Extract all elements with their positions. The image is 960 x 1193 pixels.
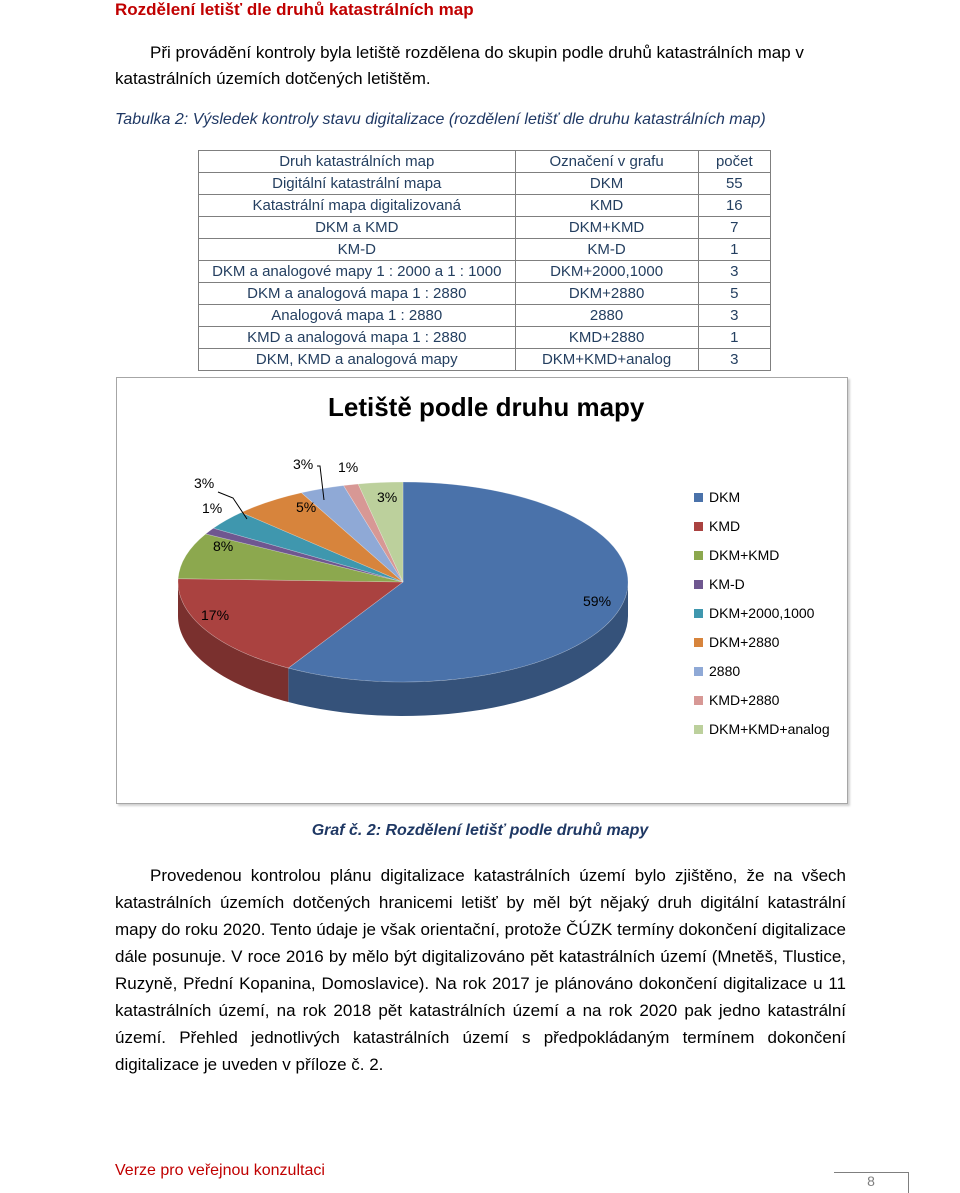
figure-caption: Graf č. 2: Rozdělení letišť podle druhů mapy: [311, 822, 649, 839]
table-cell: 1: [698, 239, 770, 261]
table-cell: DKM, KMD a analogová mapy: [199, 349, 516, 371]
table-cell: 3: [698, 349, 770, 371]
legend-label: KMD: [709, 518, 741, 534]
table-cell: DKM+KMD+analog: [515, 349, 698, 371]
table-cell: 7: [698, 217, 770, 239]
legend-label: DKM+KMD: [709, 547, 780, 563]
legend-swatch: [694, 638, 703, 647]
legend-item: [694, 603, 814, 623]
legend-item: [694, 632, 779, 652]
data-label-dkm-2880: 5%: [296, 499, 317, 515]
table-cell: DKM a analogová mapa 1 : 2880: [199, 283, 516, 305]
table-cell: DKM+KMD: [515, 217, 698, 239]
data-label-kmd: 17%: [201, 607, 230, 623]
legend-item: [694, 487, 740, 507]
table-cell: DKM a KMD: [199, 217, 516, 239]
legend-item: [694, 574, 745, 594]
data-label-dkm: 59%: [583, 593, 612, 609]
legend-item: [694, 661, 740, 681]
table-cell: Katastrální mapa digitalizovaná: [199, 195, 516, 217]
legend-label: KMD+2880: [709, 692, 780, 708]
table-cell: Analogová mapa 1 : 2880: [199, 305, 516, 327]
table-cell: 3: [698, 261, 770, 283]
data-label-km-d: 1%: [202, 500, 223, 516]
table-cell: 5: [698, 283, 770, 305]
table-cell: KMD+2880: [515, 327, 698, 349]
table-cell: 2880: [515, 305, 698, 327]
data-label-dkm-2000: 3%: [194, 475, 215, 491]
legend-label: KM-D: [709, 576, 745, 592]
table-cell: KMD a analogová mapa 1 : 2880: [199, 327, 516, 349]
legend-item: [694, 690, 779, 710]
pie-slices: [178, 482, 628, 682]
table-header-cell: počet: [698, 151, 770, 173]
data-label-dkm-kmd-analog: 3%: [377, 489, 398, 505]
legend-swatch: [694, 609, 703, 618]
legend-item: [694, 516, 740, 536]
legend-label: DKM+KMD+analog: [709, 721, 830, 737]
legend-item: [694, 719, 830, 739]
table-cell: KM-D: [199, 239, 516, 261]
data-label-kmd-2880: 1%: [338, 459, 359, 475]
legend-label: DKM+2880: [709, 634, 780, 650]
table-cell: KMD: [515, 195, 698, 217]
table-header-cell: Označení v grafu: [515, 151, 698, 173]
table-caption: Tabulka 2: Výsledek kontroly stavu digitalizace (rozdělení letišť dle druhu katastrálních map): [115, 111, 766, 128]
table-cell: 55: [698, 173, 770, 195]
intro-paragraph: Při provádění kontroly byla letiště rozdělena do skupin podle druhů katastrálních map v katastrálních územích dotčených letištěm.: [115, 43, 804, 88]
table-cell: DKM a analogové mapy 1 : 2000 a 1 : 1000: [199, 261, 516, 283]
table-cell: 16: [698, 195, 770, 217]
legend-swatch: [694, 667, 703, 676]
legend-swatch: [694, 522, 703, 531]
table-cell: DKM+2880: [515, 283, 698, 305]
table-cell: DKM: [515, 173, 698, 195]
legend-swatch: [694, 725, 703, 734]
page-number: 8: [834, 1172, 909, 1193]
section-heading: Rozdělení letišť dle druhů katastrálních map: [115, 0, 474, 19]
legend-label: 2880: [709, 663, 741, 679]
legend-label: DKM+2000,1000: [709, 605, 815, 621]
table-cell: Digitální katastrální mapa: [199, 173, 516, 195]
table-cell: KM-D: [515, 239, 698, 261]
footer-version-note: Verze pro veřejnou konzultaci: [115, 1162, 325, 1179]
legend-swatch: [694, 551, 703, 560]
data-label-2880: 3%: [293, 456, 314, 472]
legend-swatch: [694, 493, 703, 502]
chart-title: Letiště podle druhu mapy: [328, 392, 645, 422]
legend-swatch: [694, 696, 703, 705]
table-cell: 3: [698, 305, 770, 327]
data-label-dkm-kmd: 8%: [213, 538, 234, 554]
body-paragraph: Provedenou kontrolou plánu digitalizace katastrálních území bylo zjištěno, že na všech katastrálních územích dotčených hranicemi letišť by měl být nějaký druh digitální katastrální mapy do roku 2020. Tento údaje je však orientační, protože ČÚZK termíny dokončení digitalizace dále posunuje. V roce 2016 by mělo být digitalizováno pět katastrálních území (Mnetěš, Tlustice, Ruzyně, Přední Kopanina, Domoslavice). Na rok 2017 je plánováno dokončení digitalizace u 11 katastrálních území, na rok 2018 pět katastrálních území a na rok 2020 pak jedno katastrální území. Přehled jednotlivých katastrálních území s předpokládaným termínem dokončení digitalizace je uveden v příloze č. 2.: [115, 866, 846, 1074]
legend-item: [694, 545, 779, 565]
legend-label: DKM: [709, 489, 741, 505]
table-cell: DKM+2000,1000: [515, 261, 698, 283]
legend-swatch: [694, 580, 703, 589]
table-header-cell: Druh katastrálních map: [199, 151, 516, 173]
table-cell: 1: [698, 327, 770, 349]
